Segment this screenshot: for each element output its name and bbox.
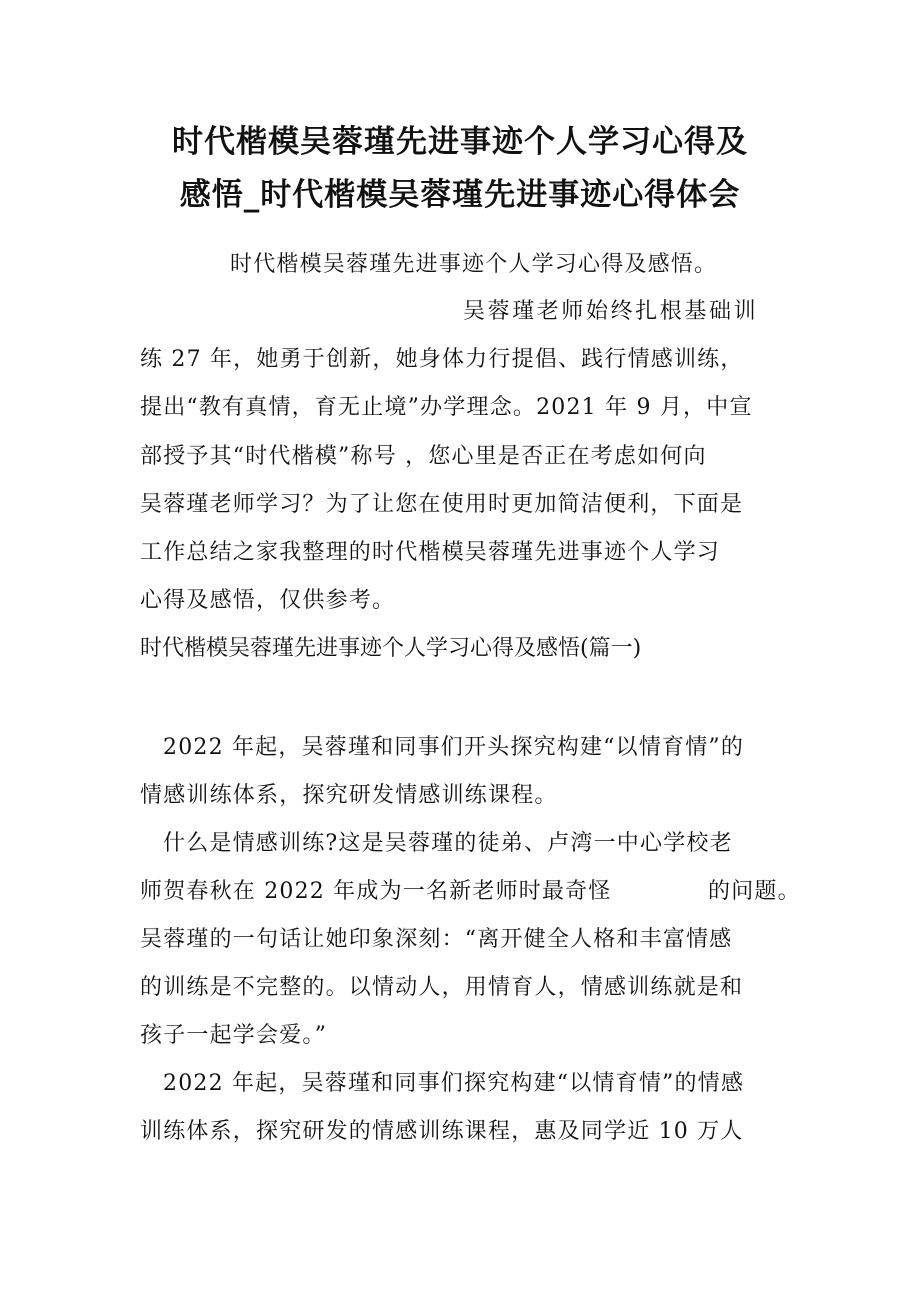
body-line: 情感训练体系，探究研发情感训练课程。: [140, 783, 558, 808]
body-line: 训练体系，探究研发的情感训练课程，惠及同学近 10 万人: [140, 1119, 744, 1144]
body-line: 孩子一起学会爱。”: [140, 1023, 328, 1048]
body-line: 2022 年起，吴蓉瑾和同事们探究构建“以情育情”的情感: [163, 1071, 745, 1096]
body-line: 师贺春秋在 2022 年成为一名新老师时最奇怪: [140, 879, 612, 904]
body-line: 吴蓉瑾老师学习？为了让您在使用时更加简洁便利，下面是: [140, 492, 744, 517]
body-line: 工作总结之家我整理的时代楷模吴蓉瑾先进事迹个人学习: [140, 540, 721, 565]
body-line-tail: 的问题。: [708, 879, 801, 904]
body-line: 练 27 年，她勇于创新，她身体力行提倡、践行情感训练，: [140, 347, 744, 372]
title-line-1: 时代楷模吴蓉瑾先进事迹个人学习心得及: [172, 124, 748, 160]
document-title: [90, 116, 830, 222]
body-line: 心得及感悟，仅供参考。: [140, 588, 396, 613]
section-heading: 时代楷模吴蓉瑾先进事迹个人学习心得及感悟(篇一): [140, 636, 642, 661]
body-line: 部授予其“时代楷模”称号 ，您心里是否正在考虑如何向: [140, 444, 707, 469]
body-line: 吴蓉瑾的一句话让她印象深刻：“离开健全人格和丰富情感: [140, 927, 733, 952]
intro-line: 时代楷模吴蓉瑾先进事迹个人学习心得及感悟。: [230, 252, 718, 277]
body-line: 吴蓉瑾老师始终扎根基础训: [463, 299, 759, 324]
body-line: 什么是情感训练?这是吴蓉瑾的徒弟、卢湾一中心学校老: [163, 831, 733, 856]
body-line: 的训练是不完整的。以情动人，用情育人，情感训练就是和: [140, 975, 744, 1000]
body-line: 提出“教有真情，育无止境”办学理念。2021 年 9 月，中宣: [140, 395, 753, 420]
title-line-2: 感悟_时代楷模吴蓉瑾先进事迹心得体会: [179, 177, 741, 213]
body-line: 2022 年起，吴蓉瑾和同事们开头探究构建“以情育情”的: [163, 735, 745, 760]
